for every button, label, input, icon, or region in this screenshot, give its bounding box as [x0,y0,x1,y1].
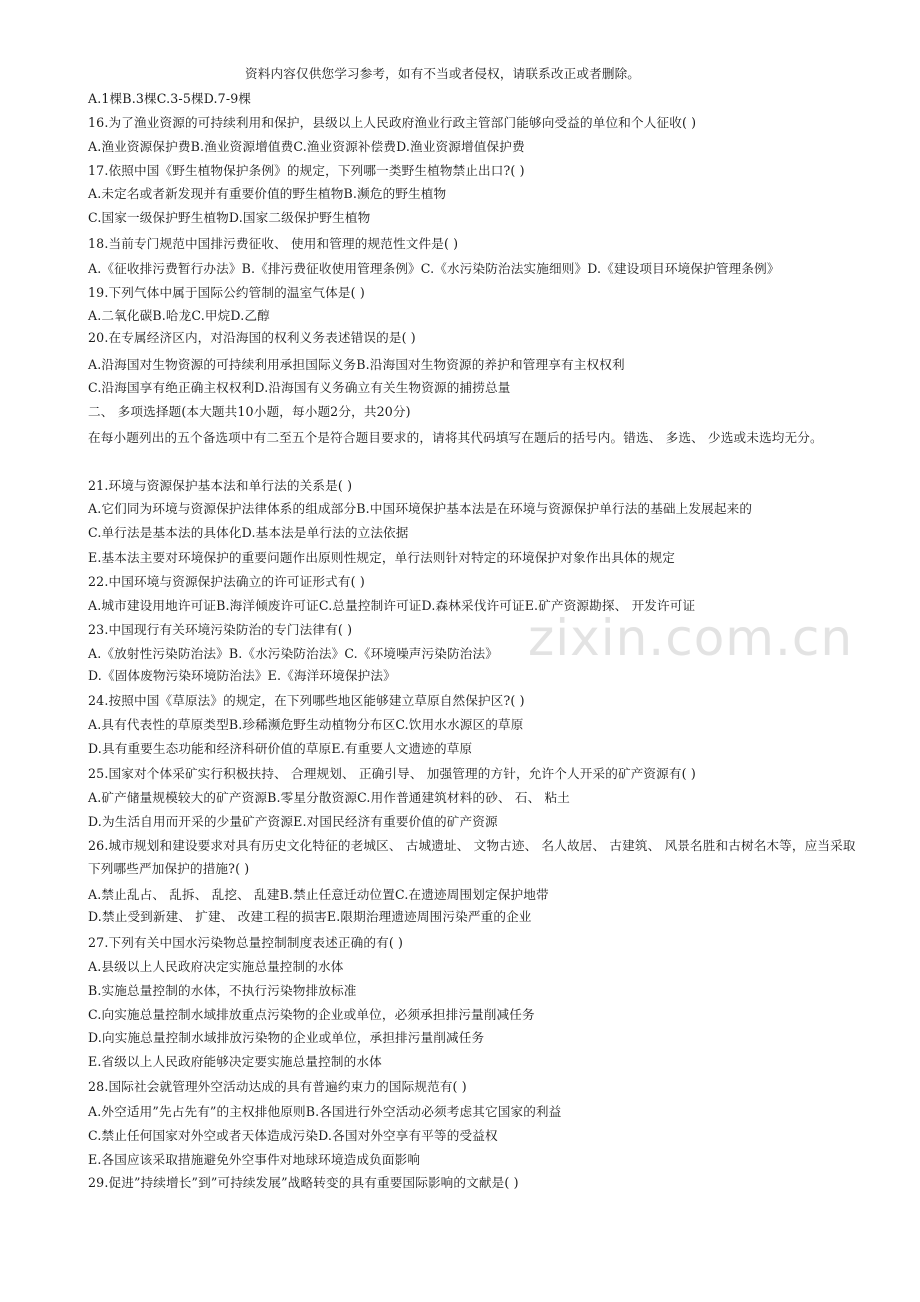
question-line: 24.按照中国《草原法》的规定，在下列哪些地区能够建立草原自然保护区?( ) [88,693,525,708]
watermark-text: zixin.com.cn [528,609,854,667]
option-line: A.未定名或者新发现并有重要价值的野生植物B.濒危的野生植物 [88,186,447,201]
question-line: 17.依照中国《野生植物保护条例》的规定，下列哪一类野生植物禁止出口?( ) [88,163,525,178]
question-line: 29.促进”持续增长”到”可持续发展”战略转变的具有重要国际影响的文献是( ) [88,1175,519,1190]
question-line: 22.中国环境与资源保护法确立的许可证形式有( ) [88,574,365,589]
option-line: A.1棵B.3棵C.3-5棵D.7-9棵 [88,91,252,106]
question-line: 18.当前专门规范中国排污费征收、 使用和管理的规范性文件是( ) [88,236,459,251]
option-line: A.渔业资源保护费B.渔业资源增值费C.渔业资源补偿费D.渔业资源增值保护费 [88,139,525,154]
question-line: 23.中国现行有关环境污染防治的专门法律有( ) [88,622,353,637]
option-line: D.向实施总量控制水域排放污染物的企业或单位，承担排污量削减任务 [88,1030,485,1045]
option-line: A.具有代表性的草原类型B.珍稀濒危野生动植物分布区C.饮用水水源区的草原 [88,717,524,732]
option-line: C.向实施总量控制水域排放重点污染物的企业或单位，必须承担排污量削减任务 [88,1007,535,1022]
option-line: A.外空适用”先占先有”的主权排他原则B.各国进行外空活动必须考虑其它国家的利益 [88,1104,562,1119]
option-line: D.禁止受到新建、 扩建、 改建工程的损害E.限期治理遗迹周围污染严重的企业 [88,909,532,924]
option-line: A.沿海国对生物资源的可持续利用承担国际义务B.沿海国对生物资源的养护和管理享有主权权利 [88,357,625,372]
section-heading: 二、 多项选择题(本大题共10小题，每小题2分，共20分) [88,404,411,419]
question-line: 16.为了渔业资源的可持续利用和保护，县级以上人民政府渔业行政主管部门能够向受益的单位和个人征收( ) [88,115,697,130]
page-header-note: 资料内容仅供您学习参考，如有不当或者侵权，请联系改正或者删除。 [245,66,641,81]
question-line: 26.城市规划和建设要求对具有历史文化特征的老城区、 古城遗址、 文物古迹、 名人故居、 古建筑、 风景名胜和古树名木等，应当采取下列哪些严加保护的措施?( ) [88,838,856,876]
option-line: D.具有重要生态功能和经济科研价值的草原E.有重要人文遗迹的草原 [88,741,473,756]
option-line: A.县级以上人民政府决定实施总量控制的水体 [88,959,344,974]
question-line: 21.环境与资源保护基本法和单行法的关系是( ) [88,478,353,493]
option-line: A.矿产储量规模较大的矿产资源B.零星分散资源C.用作普通建筑材料的砂、 石、 粘土 [88,790,571,805]
option-line: A.它们同为环境与资源保护法律体系的组成部分B.中国环境保护基本法是在环境与资源保护单行法的基础上发展起来的 [88,501,753,516]
question-line: 27.下列有关中国水污染物总量控制制度表述正确的有( ) [88,935,404,950]
question-line: 19.下列气体中属于国际公约管制的温室气体是( ) [88,285,365,300]
option-line: D.《固体废物污染环境防治法》E.《海洋环境保护法》 [88,668,396,683]
option-line: E.基本法主要对环境保护的重要问题作出原则性规定，单行法则针对特定的环境保护对象作出具体的规定 [88,550,675,565]
option-line: A.二氧化碳B.哈龙C.甲烷D.乙醇 [88,308,270,323]
option-line: C.国家一级保护野生植物D.国家二级保护野生植物 [88,210,371,225]
option-line: A.《放射性污染防治法》B.《水污染防治法》C.《环境噪声污染防治法》 [88,646,499,661]
option-line: A.禁止乱占、 乱拆、 乱挖、 乱建B.禁止任意迁动位置C.在遗迹周围划定保护地带 [88,887,549,902]
option-line: A.城市建设用地许可证B.海洋倾废许可证C.总量控制许可证D.森林采伐许可证E.矿产资源勘探、 开发许可证 [88,598,696,613]
section-instructions: 在每小题列出的五个备选项中有二至五个是符合题目要求的，请将其代码填写在题后的括号内。错选、 多选、 少选或未选均无分。 [88,430,823,445]
option-line: E.各国应该采取措施避免外空事件对地球环境造成负面影响 [88,1152,421,1167]
option-line: C.沿海国享有绝正确主权权利D.沿海国有义务确立有关生物资源的捕捞总量 [88,380,511,395]
option-line: A.《征收排污费暂行办法》B.《排污费征收使用管理条例》C.《水污染防治法实施细则》D.《建设项目环境保护管理条例》 [88,261,780,276]
question-line: 20.在专属经济区内，对沿海国的权利义务表述错误的是( ) [88,330,416,345]
option-line: C.单行法是基本法的具体化D.基本法是单行法的立法依据 [88,525,409,540]
question-line: 28.国际社会就管理外空活动达成的具有普遍约束力的国际规范有( ) [88,1079,467,1094]
option-line: B.实施总量控制的水体，不执行污染物排放标准 [88,983,357,998]
option-line: D.为生活自用而开采的少量矿产资源E.对国民经济有重要价值的矿产资源 [88,814,498,829]
option-line: C.禁止任何国家对外空或者天体造成污染D.各国对外空享有平等的受益权 [88,1128,498,1143]
question-line: 25.国家对个体采矿实行积极扶持、 合理规划、 正确引导、 加强管理的方针，允许个人开采的矿产资源有( ) [88,766,696,781]
option-line: E.省级以上人民政府能够决定要实施总量控制的水体 [88,1054,382,1069]
